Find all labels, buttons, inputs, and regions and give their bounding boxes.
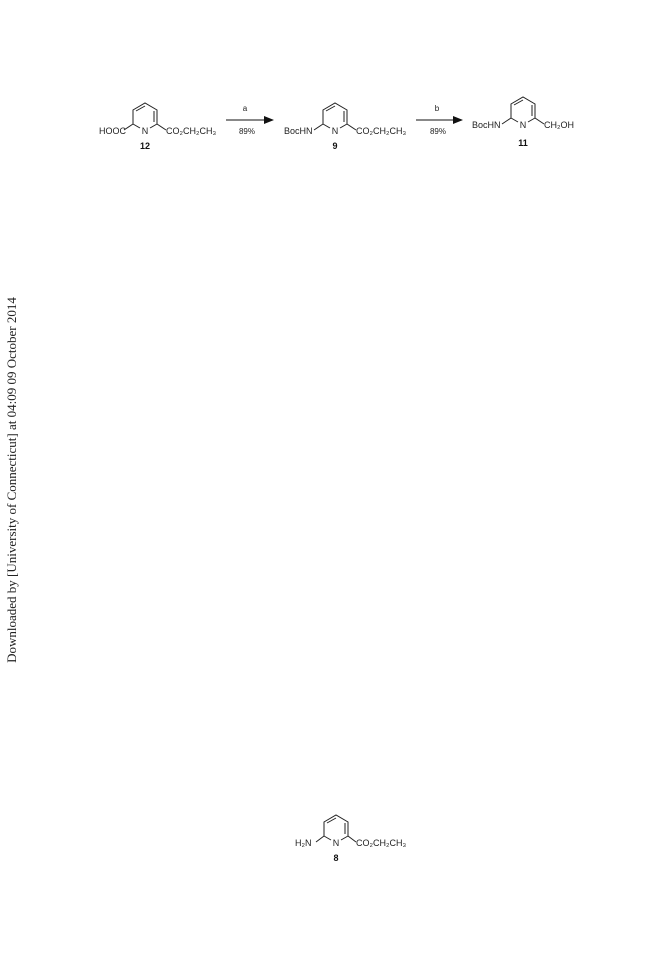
compound-9: [284, 103, 406, 151]
compound-number: 11: [518, 138, 528, 148]
compound-11: [472, 97, 574, 148]
reaction-step-a: [226, 104, 273, 136]
compound-number: 9: [332, 141, 338, 151]
compound-number: 12: [139, 141, 151, 151]
carboxylic-acid-group: HOOC: [99, 126, 126, 136]
ring-nitrogen-label: N: [141, 126, 149, 136]
yield-label: 89%: [238, 127, 256, 136]
ring-nitrogen-label: N: [519, 120, 527, 130]
ring-nitrogen-label: N: [332, 838, 340, 848]
compound-number: 8: [333, 853, 339, 863]
compound-12: [99, 103, 216, 151]
reagent-label: b: [434, 104, 440, 113]
ethyl-ester-group: CO₂CH₂CH₃: [356, 838, 407, 848]
amino-group: H₂N: [295, 838, 312, 848]
download-watermark: Downloaded by [University of Connecticut] at 04:09 09 October 2014: [4, 297, 19, 663]
reagent-label: a: [242, 104, 248, 113]
yield-label: 89%: [429, 127, 447, 136]
compound-8: [295, 815, 406, 863]
boc-amino-group: BocHN: [472, 120, 501, 130]
ring-nitrogen-label: N: [331, 126, 339, 136]
ethyl-ester-group: CO₂CH₂CH₃: [356, 126, 407, 136]
hydroxymethyl-group: CH₂OH: [544, 120, 574, 130]
boc-amino-group: BocHN: [284, 126, 313, 136]
ethyl-ester-group: CO₂CH₂CH₃: [166, 126, 217, 136]
reaction-step-b: [416, 104, 462, 136]
